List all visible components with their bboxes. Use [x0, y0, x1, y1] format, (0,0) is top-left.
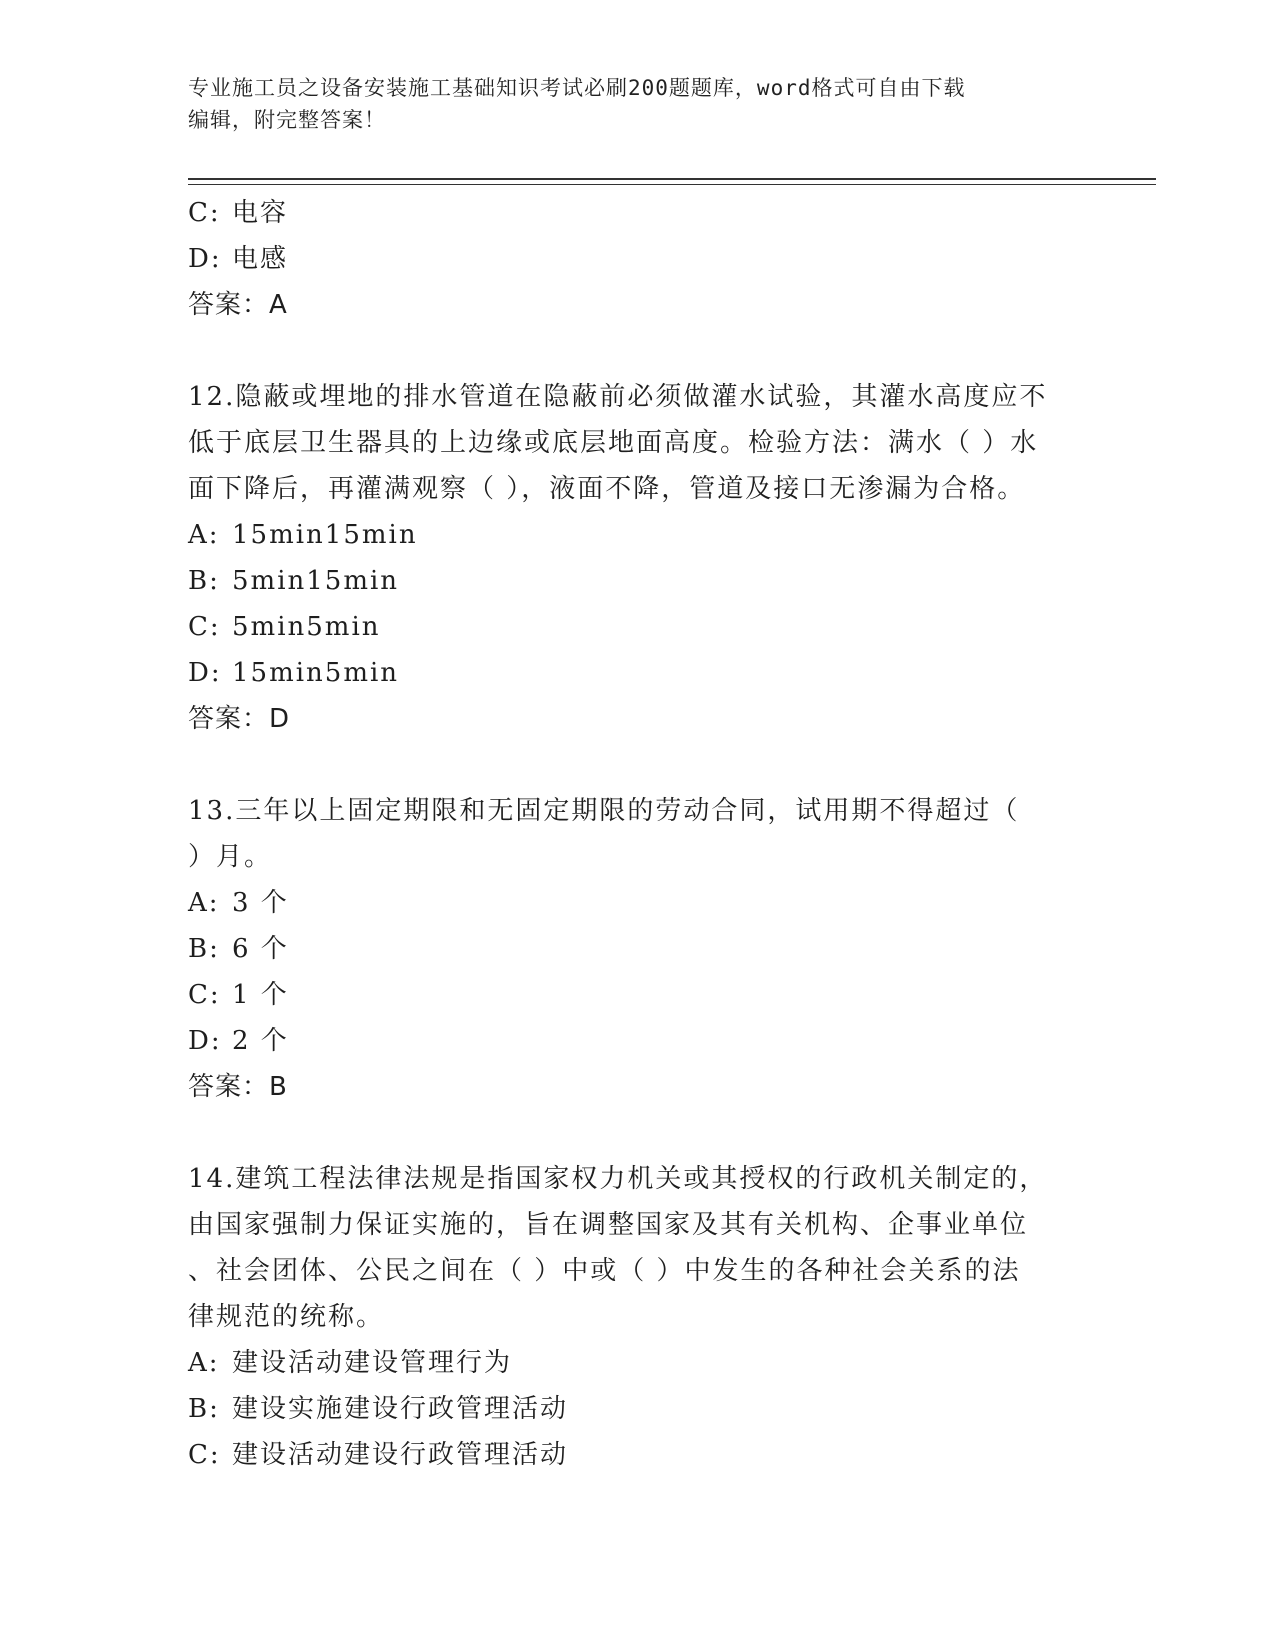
question-content [188, 190, 1088, 1478]
question-11-tail [188, 190, 1088, 328]
option-label: D: [188, 1026, 222, 1056]
option-a [188, 1340, 1088, 1386]
option-text: 建设活动建设管理行为 [232, 1348, 513, 1378]
question-text-line: 律规范的统称。 [188, 1302, 385, 1332]
question-14 [188, 1156, 1088, 1478]
option-label: D: [188, 244, 222, 274]
option-text: 1 个 [232, 980, 289, 1010]
option-label: C: [188, 198, 221, 228]
option-c [188, 1432, 1088, 1478]
option-label: C: [188, 612, 221, 642]
option-text: 3 个 [232, 888, 289, 918]
option-label: D: [188, 658, 222, 688]
answer-line: 答案：D [188, 704, 291, 734]
option-text: 5min15min [232, 566, 400, 596]
question-text-line: 低于底层卫生器具的上边缘或底层地面高度。检验方法：满水（ ）水 [188, 428, 1039, 458]
option-text: 15min15min [232, 520, 418, 550]
option-d [188, 650, 1088, 696]
spacer [188, 742, 1088, 788]
question-text-line: ）月。 [188, 842, 273, 872]
option-text: 5min5min [232, 612, 381, 642]
header-line-1: 专业施工员之设备安装施工基础知识考试必刷200题题库，word格式可自由下载 [188, 76, 966, 100]
option-b [188, 926, 1088, 972]
spacer [188, 1110, 1088, 1156]
question-text-line: 14.建筑工程法律法规是指国家权力机关或其授权的行政机关制定的， [188, 1164, 1048, 1194]
question-text-line: 13.三年以上固定期限和无固定期限的劳动合同，试用期不得超过（ [188, 796, 1020, 826]
answer-line: 答案：B [188, 1072, 288, 1102]
option-text: 电容 [232, 198, 289, 228]
option-c [188, 190, 1088, 236]
question-text-line: 面下降后，再灌满观察（ ），液面不降，管道及接口无渗漏为合格。 [188, 474, 1026, 504]
option-c [188, 604, 1088, 650]
question-text-line: 、社会团体、公民之间在（ ）中或（ ）中发生的各种社会关系的法 [188, 1256, 1021, 1286]
spacer [188, 328, 1088, 374]
option-a [188, 880, 1088, 926]
option-d [188, 1018, 1088, 1064]
question-text-line: 12.隐蔽或埋地的排水管道在隐蔽前必须做灌水试验，其灌水高度应不 [188, 382, 1048, 412]
option-label: B: [188, 1394, 220, 1424]
question-text-line: 由国家强制力保证实施的，旨在调整国家及其有关机构、企事业单位 [188, 1210, 1029, 1240]
option-d [188, 236, 1088, 282]
option-label: C: [188, 1440, 221, 1470]
option-label: B: [188, 934, 220, 964]
answer-line: 答案：A [188, 290, 288, 320]
header-rule-thick [188, 178, 1156, 180]
header-line-2: 编辑，附完整答案！ [188, 108, 386, 132]
option-text: 15min5min [232, 658, 400, 688]
option-b [188, 1386, 1088, 1432]
question-13 [188, 788, 1088, 1110]
option-label: C: [188, 980, 221, 1010]
option-label: B: [188, 566, 220, 596]
option-label: A: [188, 1348, 220, 1378]
option-text: 建设实施建设行政管理活动 [232, 1394, 569, 1424]
header-rule-thin [188, 184, 1156, 185]
option-b [188, 558, 1088, 604]
option-text: 2 个 [232, 1026, 289, 1056]
question-12 [188, 374, 1088, 742]
option-a [188, 512, 1088, 558]
document-header [188, 72, 1088, 136]
option-text: 建设活动建设行政管理活动 [232, 1440, 569, 1470]
option-label: A: [188, 888, 220, 918]
option-text: 6 个 [232, 934, 289, 964]
option-label: A: [188, 520, 220, 550]
option-text: 电感 [232, 244, 289, 274]
option-c [188, 972, 1088, 1018]
